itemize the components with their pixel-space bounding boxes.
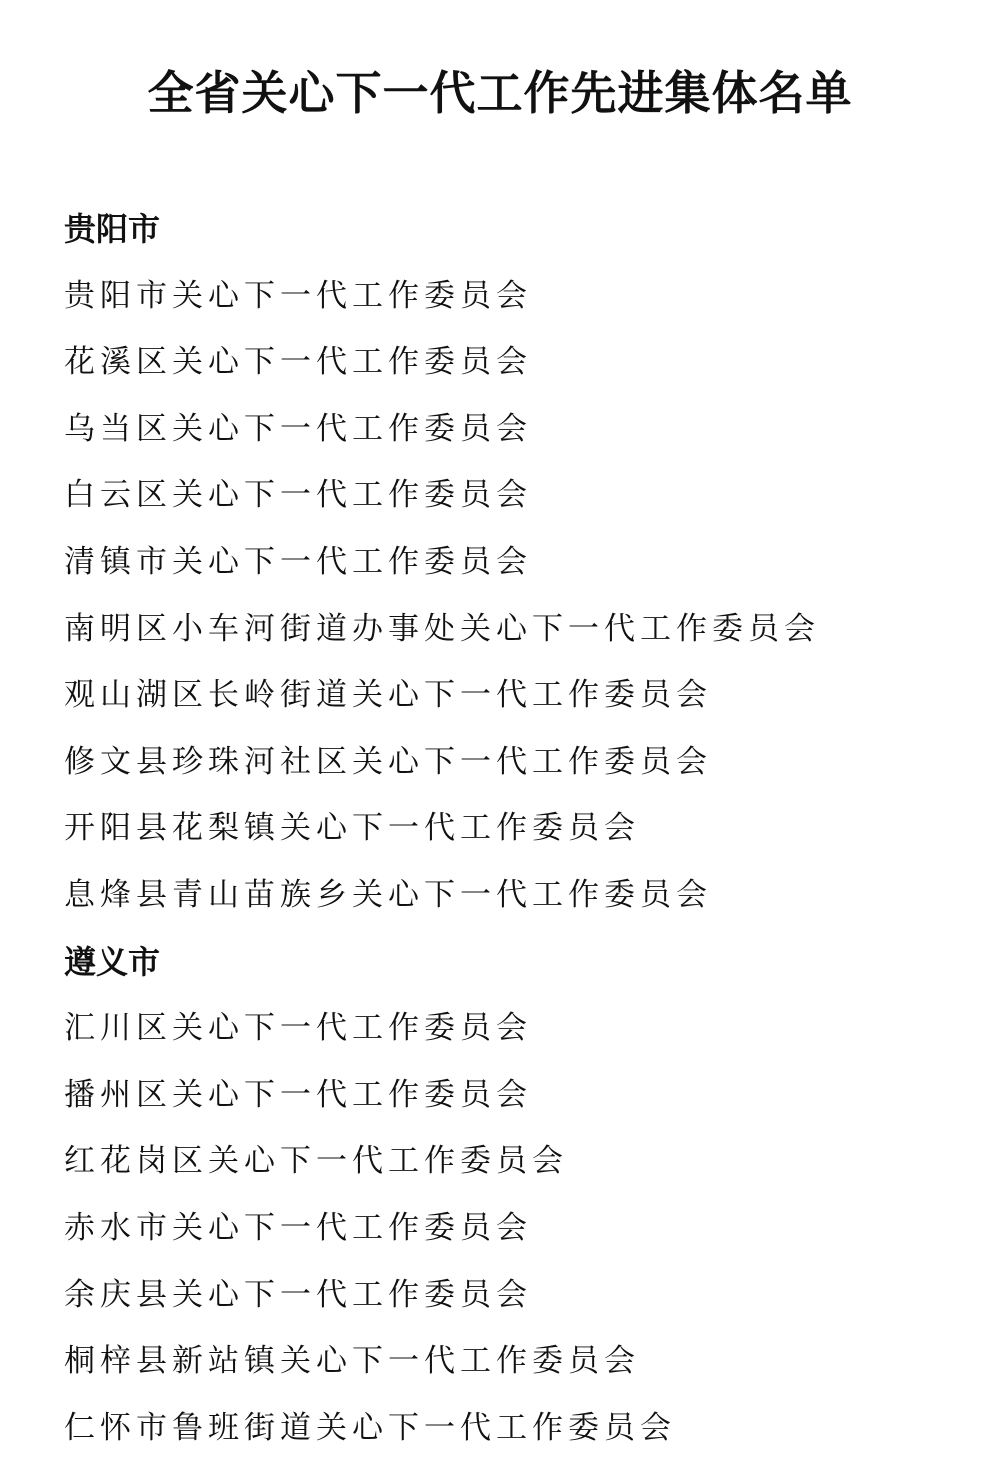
list-item: 播州区关心下一代工作委员会 xyxy=(64,1076,532,1113)
list-item: 仁怀市鲁班街道关心下一代工作委员会 xyxy=(64,1409,676,1446)
list-item: 桐梓县新站镇关心下一代工作委员会 xyxy=(64,1343,640,1380)
section-zunyi xyxy=(64,929,964,1461)
list-item: 白云区关心下一代工作委员会 xyxy=(64,477,532,514)
section-heading: 遵义市 xyxy=(64,942,161,981)
list-item: 修文县珍珠河社区关心下一代工作委员会 xyxy=(64,743,712,780)
list-item: 南明区小车河街道办事处关心下一代工作委员会 xyxy=(64,610,820,647)
section-heading: 贵阳市 xyxy=(64,210,161,248)
list-item: 余庆县关心下一代工作委员会 xyxy=(64,1276,532,1313)
collective-list xyxy=(64,196,964,1461)
list-item: 息烽县青山苗族乡关心下一代工作委员会 xyxy=(64,876,712,913)
document-title: 全省关心下一代工作先进集体名单 xyxy=(147,66,853,120)
list-item: 乌当区关心下一代工作委员会 xyxy=(64,410,532,447)
list-item: 开阳县花梨镇关心下一代工作委员会 xyxy=(64,810,640,847)
list-item: 赤水市关心下一代工作委员会 xyxy=(64,1209,532,1246)
list-item: 汇川区关心下一代工作委员会 xyxy=(64,1010,532,1047)
list-item: 红花岗区关心下一代工作委员会 xyxy=(64,1143,568,1180)
list-item: 清镇市关心下一代工作委员会 xyxy=(64,543,532,580)
section-guiyang xyxy=(64,196,964,929)
list-item: 贵阳市关心下一代工作委员会 xyxy=(64,277,532,314)
list-item: 花溪区关心下一代工作委员会 xyxy=(64,344,532,381)
list-item: 观山湖区长岭街道关心下一代工作委员会 xyxy=(64,677,712,714)
